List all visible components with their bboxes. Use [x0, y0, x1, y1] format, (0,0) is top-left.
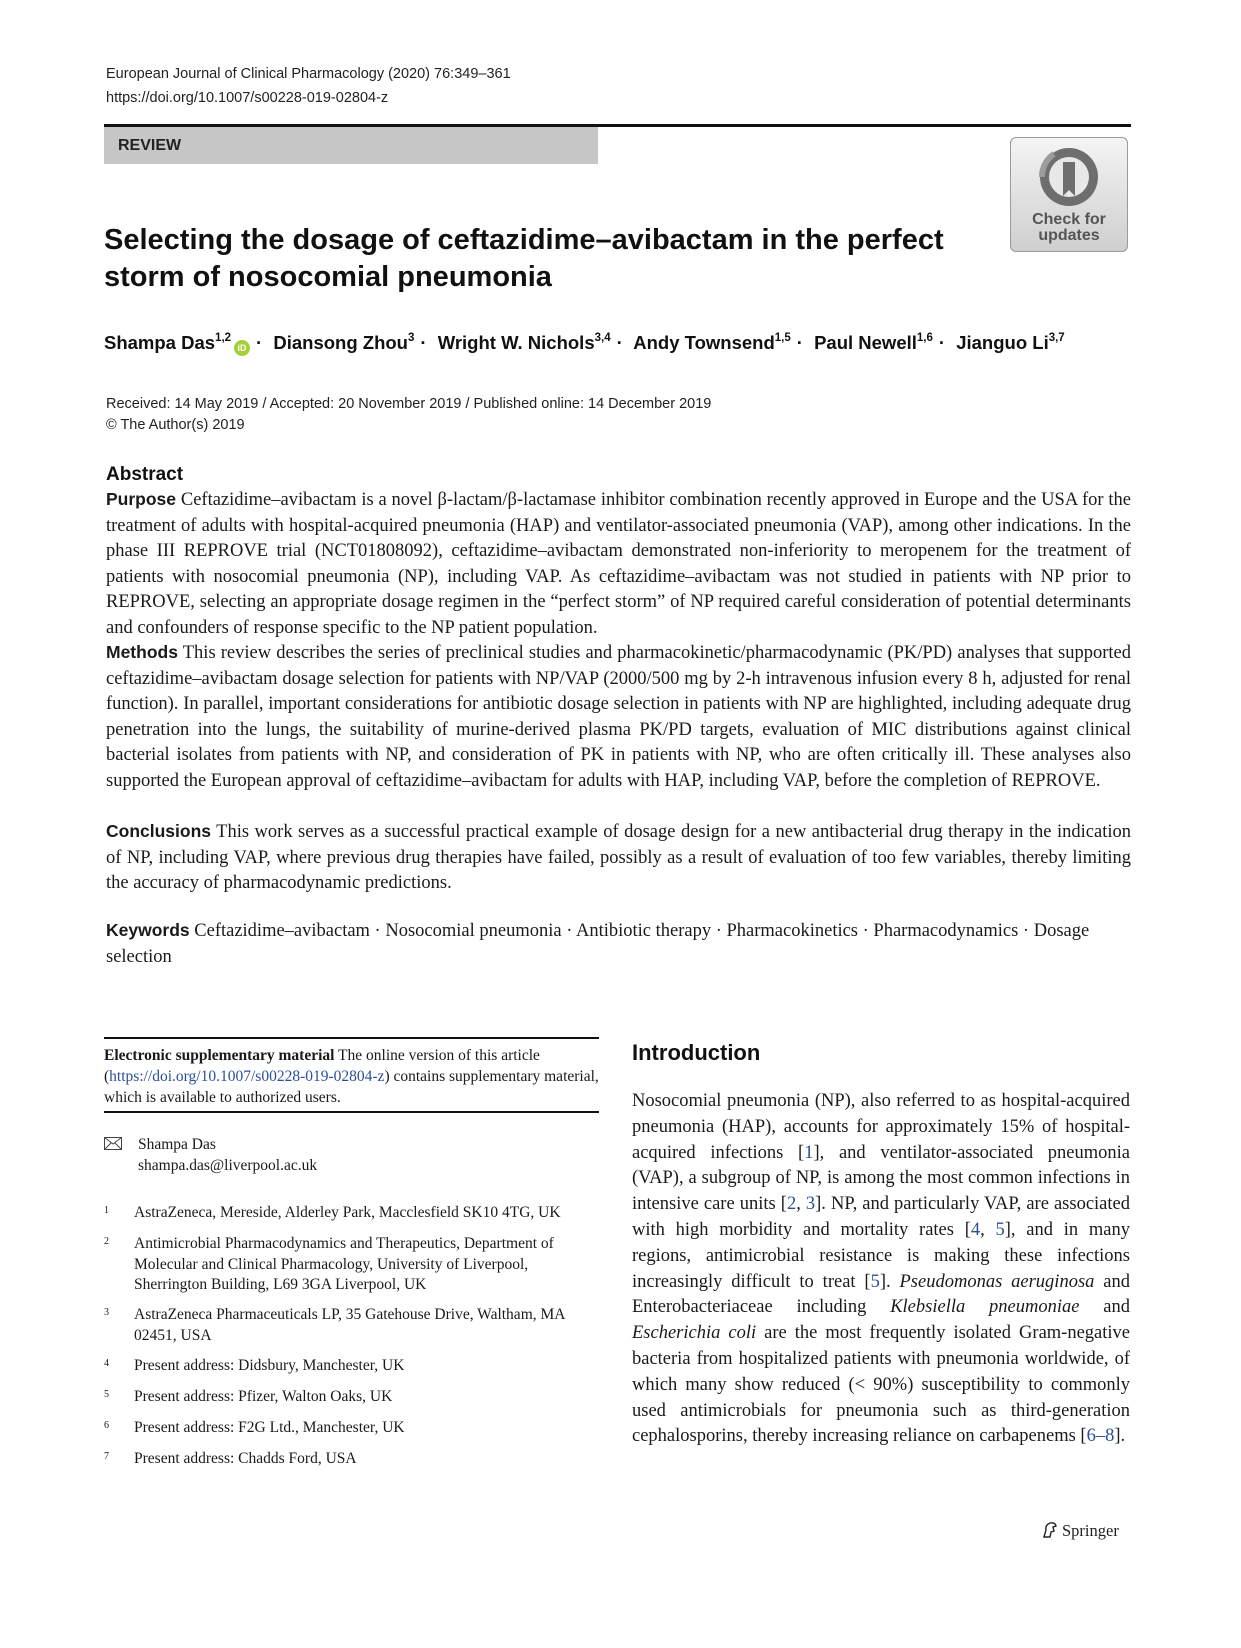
species-name: Pseudomonas aeruginosa: [899, 1271, 1095, 1292]
methods-label: Methods: [106, 642, 178, 662]
copyright-notice: © The Author(s) 2019: [106, 417, 245, 433]
supplementary-label: Electronic supplementary material: [104, 1047, 335, 1064]
publisher-name: Springer: [1062, 1521, 1119, 1540]
affiliation-number: 3: [104, 1307, 109, 1318]
intro-text: are the most frequently isolated Gram-negative bacteria from hospitalized patients with pneumonia worldwide, of which many show reduced (< 90%) susceptibility to commonly used antimicrobials for pneumonia such as third-generation cephalosporins, thereby increasing reliance on carbapenems [: [632, 1323, 1130, 1447]
affiliation-text: Antimicrobial Pharmacodynamics and Therapeutics, Department of Molecular and Clinical Pharmacology, University of Liverpool, Sherrington Building, L69 3GA Liverpool, UK: [134, 1235, 554, 1293]
springer-horse-icon: [1041, 1521, 1059, 1539]
supplementary-text-end: ) contains supplementary material, which is available to authorized users.: [104, 1068, 599, 1106]
article-type-band: REVIEW: [104, 127, 598, 164]
footnote-rule: [104, 1037, 599, 1039]
abstract-methods: [106, 640, 1131, 794]
keywords-text: Ceftazidime–avibactam · Nosocomial pneumonia · Antibiotic therapy · Pharmacokinetics · Pharmacodynamics · Dosage selection: [106, 921, 1090, 967]
envelope-icon: [104, 1137, 122, 1150]
introduction-paragraph: [632, 1089, 1130, 1450]
affiliation-number: 1: [104, 1205, 109, 1216]
methods-text: This review describes the series of preclinical studies and pharmacokinetic/pharmacodynamic (PK/PD) analyses that supported ceftazidime–avibactam dosage selection for patients with NP/VAP (2000/500 mg by 2-h intravenous infusion every 8 h, adjusted for renal function). In parallel, important considerations for antibiotic dosage selection in patients with NP are highlighted, including adequate drug penetration into the lungs, the suitability of murine-derived plasma PK/PD targets, evaluation of MIC distributions against clinical bacterial isolates from patients with NP, and consideration of PK in patients with NP, who are often critically ill. These analyses also supported the European approval of ceftazidime–avibactam for adults with HAP, including VAP, before the completion of REPROVE.: [106, 643, 1131, 791]
author-affiliation: 1,6: [916, 332, 933, 344]
citation-link[interactable]: 5: [995, 1219, 1005, 1240]
footnote-rule: [104, 1111, 599, 1113]
author-affiliation: 3,4: [594, 332, 611, 344]
affiliation-text: AstraZeneca Pharmaceuticals LP, 35 Gatehouse Drive, Waltham, MA 02451, USA: [134, 1306, 565, 1344]
author-name: Diansong Zhou: [273, 332, 408, 353]
affiliation-text: AstraZeneca, Mereside, Alderley Park, Macclesfield SK10 4TG, UK: [134, 1204, 561, 1221]
contact-email[interactable]: shampa.das@liverpool.ac.uk: [138, 1157, 318, 1174]
conclusions-text: This work serves as a successful practical example of dosage design for a new antibacterial drug therapy in the indication of NP, including VAP, where previous drug therapies have failed, possibly as a result of evaluation of too few variables, thereby limiting the accuracy of pharmacodynamic predictions.: [106, 822, 1131, 893]
intro-text: and Enterobacteriaceae including: [632, 1271, 1130, 1318]
intro-text: and: [1079, 1297, 1130, 1318]
paper-title: Selecting the dosage of ceftazidime–avibactam in the perfect storm of nosocomial pneumonia: [104, 224, 944, 293]
journal-citation: European Journal of Clinical Pharmacology (2020) 76:349–361: [106, 66, 511, 82]
purpose-label: Purpose: [106, 489, 177, 509]
abstract-heading: Abstract: [106, 464, 184, 485]
abstract-conclusions: [106, 819, 1131, 897]
intro-text: ], and ventilator-associated pneumonia (VAP), a subgroup of NP, is among the most common infections in intensive care units [: [632, 1142, 1131, 1215]
supplementary-link[interactable]: https://doi.org/10.1007/s00228-019-02804-z: [109, 1068, 385, 1085]
keywords-label: Keywords: [106, 920, 190, 940]
citation-link[interactable]: 1: [804, 1142, 814, 1163]
citation-link[interactable]: 6–8: [1086, 1426, 1115, 1447]
contact-name: Shampa Das: [138, 1136, 216, 1153]
author-name: Paul Newell: [814, 332, 917, 353]
author-name: Wright W. Nichols: [437, 332, 595, 353]
affiliation-text: Present address: F2G Ltd., Manchester, UK: [134, 1419, 405, 1436]
publisher-logo: [1041, 1521, 1119, 1541]
affiliation-text: Present address: Chadds Ford, USA: [134, 1450, 357, 1467]
author-name: Andy Townsend: [633, 332, 775, 353]
affiliation-number: 6: [104, 1420, 109, 1431]
affiliation-number: 5: [104, 1389, 109, 1400]
affiliation-number: 7: [104, 1451, 109, 1462]
affiliation-number: 4: [104, 1358, 109, 1369]
species-name: Klebsiella pneumoniae: [890, 1297, 1080, 1318]
author-name: Jianguo Li: [956, 332, 1049, 353]
citation-link[interactable]: 5: [870, 1271, 880, 1292]
author-list: Shampa Das$^{1,2}$iD · Diansong Zhou$^3$ · Wright W. Nichols$^{3,4}$ · Andy Townsend$^{1,5}$ · Paul Newell$^{1,6}$ · Jianguo Li$^{3,7}$: [104, 332, 1065, 356]
intro-text: ,: [796, 1194, 806, 1215]
intro-text: ].: [1114, 1426, 1126, 1447]
citation-link[interactable]: 2: [786, 1194, 797, 1215]
conclusions-label: Conclusions: [106, 821, 212, 841]
intro-text: ], and in many regions, antimicrobial resistance is making these infections increasingly difficult to treat [: [632, 1219, 1130, 1292]
check-for-updates-badge[interactable]: [1010, 137, 1128, 252]
intro-text: ].: [879, 1271, 900, 1292]
affiliation-text: Present address: Pfizer, Walton Oaks, UK: [134, 1388, 393, 1405]
crossmark-icon: [1034, 144, 1104, 210]
author-affiliation: 3,7: [1048, 332, 1065, 344]
purpose-text: Ceftazidime–avibactam is a novel β-lactam/β-lactamase inhibitor combination recently approved in Europe and the USA for the treatment of adults with hospital-acquired pneumonia (HAP) and ventilator-associated pneumonia (VAP), among other indications. In the phase III REPROVE trial (NCT01808092), ceftazidime–avibactam demonstrated non-inferiority to meropenem for the treatment of patients with nosocomial pneumonia (NP), including VAP. As ceftazidime–avibactam was not studied in patients with NP prior to REPROVE, selecting an appropriate dosage regimen in the “perfect storm” of NP required careful consideration of potential determinants and confounders of response specific to the NP patient population.: [106, 490, 1131, 638]
section-heading-introduction: Introduction: [632, 1040, 761, 1065]
orcid-icon[interactable]: iD: [234, 340, 250, 356]
author-affiliation: 1,5: [774, 332, 791, 344]
supplementary-note: [104, 1045, 599, 1108]
publication-dates: Received: 14 May 2019 / Accepted: 20 November 2019 / Published online: 14 December 2019: [106, 396, 712, 412]
citation-link[interactable]: 4: [970, 1219, 981, 1240]
badge-label: Check for updates: [1032, 211, 1106, 244]
author-affiliation: 3: [407, 332, 415, 344]
intro-text: ,: [980, 1219, 996, 1240]
affiliation-text: Present address: Didsbury, Manchester, UK: [134, 1357, 405, 1374]
doi-link[interactable]: https://doi.org/10.1007/s00228-019-02804-z: [106, 90, 389, 106]
affiliation-number: 2: [104, 1236, 109, 1247]
author-affiliation: 1,2: [215, 332, 232, 344]
supplementary-text: The online version of this article (: [104, 1047, 540, 1085]
intro-text: ]. NP, and particularly VAP, are associated with high morbidity and mortality rates [: [632, 1194, 1130, 1240]
abstract-purpose: [106, 487, 1131, 641]
author-name: Shampa Das: [104, 332, 216, 353]
species-name: Escherichia coli: [632, 1323, 757, 1344]
intro-text: Nosocomial pneumonia (NP), also referred to as hospital-acquired pneumonia (HAP), accounts for approximately 15% of hospital-acquired infections [: [632, 1091, 1130, 1163]
citation-link[interactable]: 3: [805, 1194, 816, 1215]
keywords: [106, 918, 1131, 970]
